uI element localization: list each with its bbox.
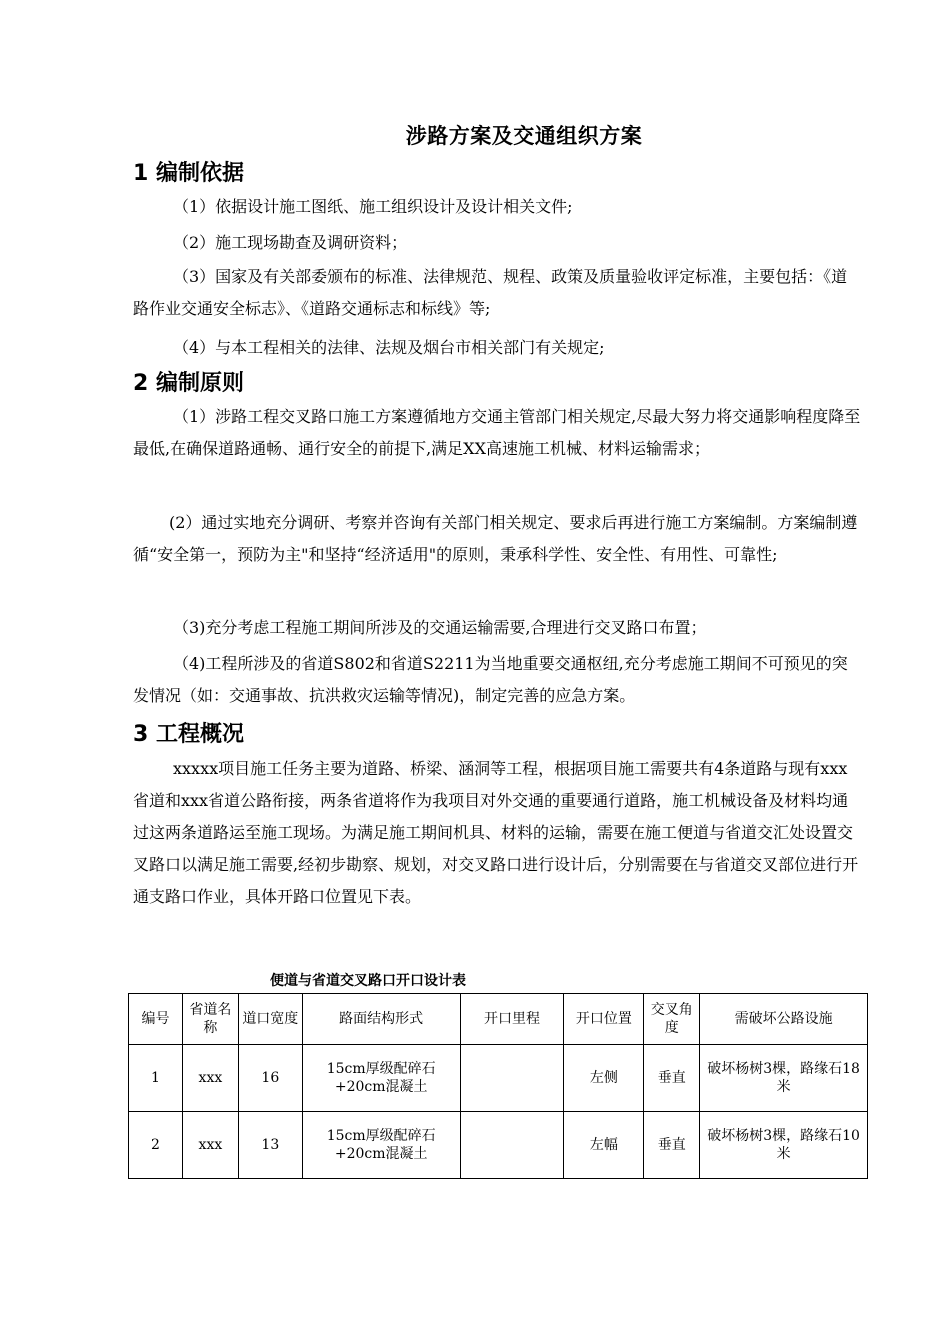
table-cell: xxx bbox=[182, 1045, 238, 1112]
table-cell: 破坏杨树3棵，路缘石10米 bbox=[700, 1112, 868, 1179]
table-cell: 13 bbox=[238, 1112, 302, 1179]
table-header-cell: 路面结构形式 bbox=[302, 994, 460, 1045]
table-header-cell: 开口里程 bbox=[460, 994, 564, 1045]
table-row bbox=[129, 1112, 868, 1179]
table-cell: 垂直 bbox=[644, 1045, 700, 1112]
section-heading-3: 3 工程概况 bbox=[133, 722, 244, 747]
paragraph: （3)充分考虑工程施工期间所涉及的交通运输需要,合理进行交叉路口布置； bbox=[173, 618, 707, 637]
paragraph: （4)工程所涉及的省道S802和省道S2211为当地重要交通枢纽,充分考虑施工期间不可预见的突发情况（如：交通事故、抗洪救灾运输等情况)，制定完善的应急方案。 bbox=[133, 654, 848, 705]
table-caption: 便道与省道交叉路口开口设计表 bbox=[270, 973, 466, 989]
table-cell: 左幅 bbox=[564, 1112, 644, 1179]
table-cell: 16 bbox=[238, 1045, 302, 1112]
paragraph: xxxxx项目施工任务主要为道路、桥梁、涵洞等工程，根据项目施工需要共有4条道路与现有xxx省道和xxx省道公路衔接，两条省道将作为我项目对外交通的重要通行道路，施工机械设备及材料均通过这两条道路运至施工现场。为满足施工期间机具、材料的运输，需要在施工便道与省道交汇处设置交叉路口以满足施工需要,经初步勘察、规划，对交叉路口进行设计后，分别需要在与省道交叉部位进行开通支路口作业，具体开路口位置见下表。 bbox=[133, 759, 859, 906]
paragraph: (2）通过实地充分调研、考察并咨询有关部门相关规定、要求后再进行施工方案编制。方案编制遵循“安全第一，预防为主"和坚持“经济适用"的原则，秉承科学性、安全性、有用性、可靠性; bbox=[133, 513, 858, 564]
table-cell: 1 bbox=[129, 1045, 183, 1112]
section-heading-2: 2 编制原则 bbox=[133, 371, 244, 396]
table-cell: 15cm厚级配碎石+20cm混凝土 bbox=[302, 1112, 460, 1179]
table-cell: 垂直 bbox=[644, 1112, 700, 1179]
table-header-cell: 道口宽度 bbox=[238, 994, 302, 1045]
table-cell bbox=[460, 1112, 564, 1179]
paragraph: （2）施工现场勘查及调研资料； bbox=[173, 233, 408, 252]
table-cell: 2 bbox=[129, 1112, 183, 1179]
table-row bbox=[129, 1045, 868, 1112]
document-title: 涉路方案及交通组织方案 bbox=[405, 124, 643, 148]
paragraph: （1）涉路工程交叉路口施工方案遵循地方交通主管部门相关规定,尽最大努力将交通影响程度降至最低,在确保道路通畅、通行安全的前提下,满足XX高速施工机械、材料运输需求； bbox=[133, 407, 861, 458]
table-header-cell: 省道名称 bbox=[182, 994, 238, 1045]
table-header-row bbox=[129, 994, 868, 1045]
section-heading-1: 1 编制依据 bbox=[133, 161, 244, 186]
paragraph: （4）与本工程相关的法律、法规及烟台市相关部门有关规定; bbox=[173, 338, 605, 357]
crossing-design-table bbox=[128, 993, 868, 1179]
paragraph: （3）国家及有关部委颁布的标准、法律规范、规程、政策及质量验收评定标准，主要包括：《道路作业交通安全标志》、《道路交通标志和标线》等; bbox=[133, 267, 848, 318]
table-cell: 15cm厚级配碎石+20cm混凝土 bbox=[302, 1045, 460, 1112]
table-header-cell: 编号 bbox=[129, 994, 183, 1045]
paragraph: （1）依据设计施工图纸、施工组织设计及设计相关文件; bbox=[173, 197, 573, 216]
table-header-cell: 开口位置 bbox=[564, 994, 644, 1045]
table-header-cell: 交叉角度 bbox=[644, 994, 700, 1045]
table-header-cell: 需破坏公路设施 bbox=[700, 994, 868, 1045]
table-cell bbox=[460, 1045, 564, 1112]
table-cell: 破坏杨树3棵，路缘石18米 bbox=[700, 1045, 868, 1112]
table-cell: 左侧 bbox=[564, 1045, 644, 1112]
table-cell: xxx bbox=[182, 1112, 238, 1179]
